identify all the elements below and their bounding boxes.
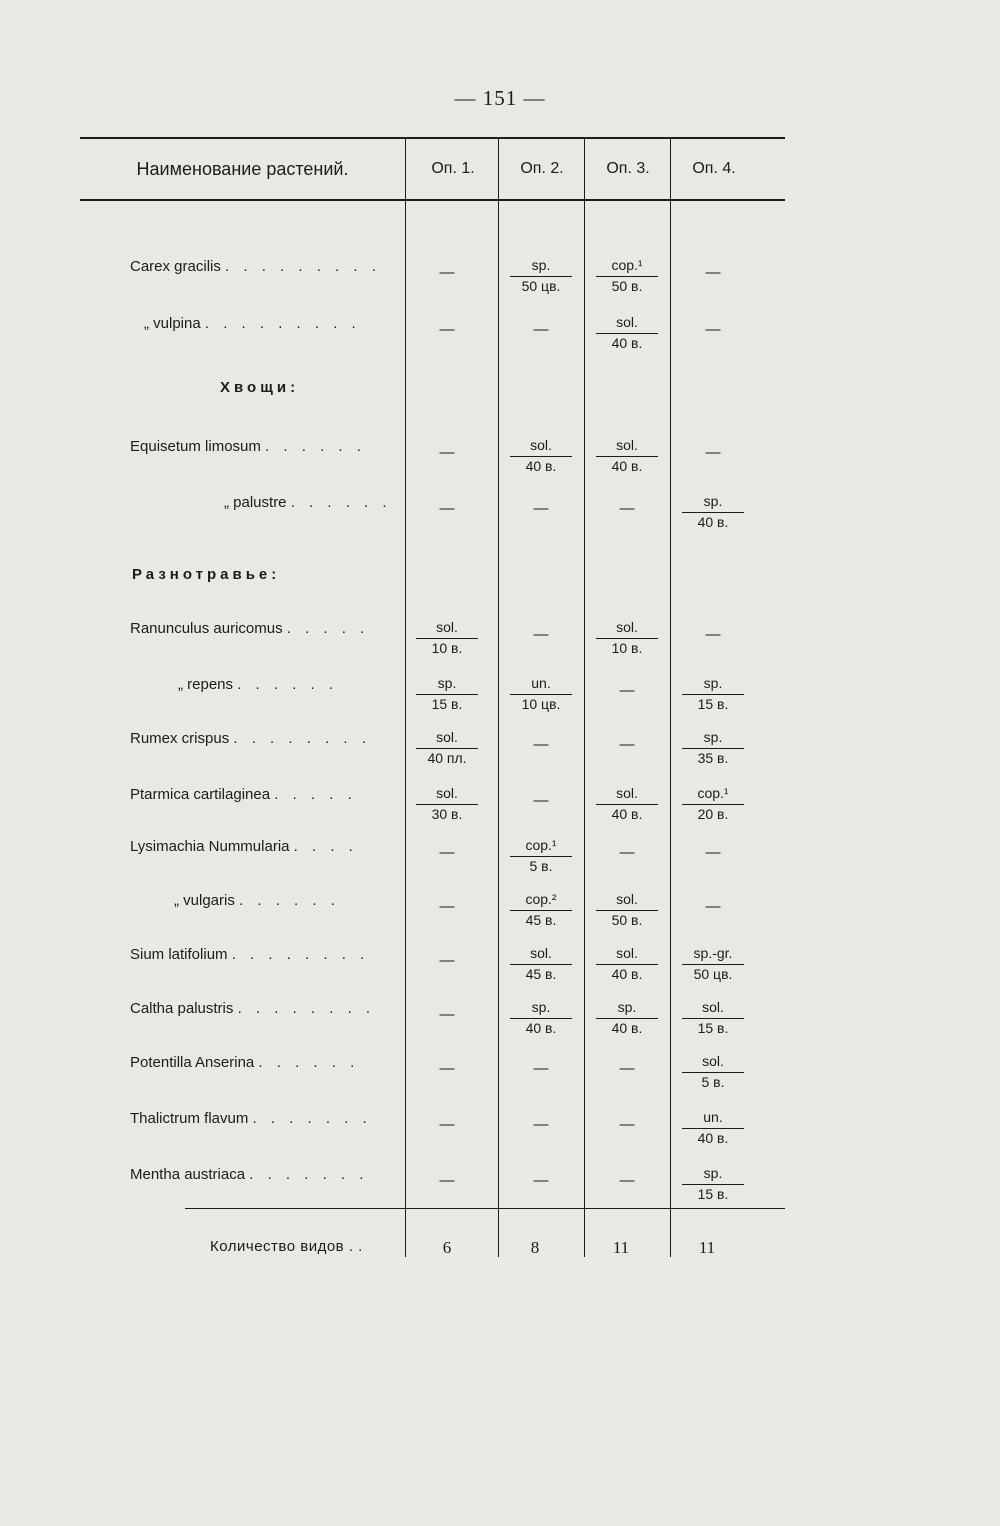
empty-cell-dash: — [619,682,635,699]
table-row [80,998,785,1048]
abundance-cell: sol. 15 в. [682,998,744,1038]
header-op2: Оп. 2. [520,160,564,177]
plant-name: „ palustre . . . . . . [224,494,392,511]
species-count-label: Количество видов . . [210,1238,363,1255]
empty-cell-dash: — [439,844,455,861]
header-op3: Оп. 3. [606,160,650,177]
empty-cell-dash: — [439,1006,455,1023]
table-row [80,492,785,542]
empty-cell-dash: — [533,626,549,643]
header-op1: Оп. 1. [431,160,475,177]
table-row [80,728,785,778]
abundance-cell: un. 40 в. [682,1108,744,1148]
empty-cell-dash: — [705,444,721,461]
empty-cell-dash: — [619,1060,635,1077]
empty-cell-dash: — [439,952,455,969]
table-row [80,674,785,724]
empty-cell-dash: — [619,736,635,753]
abundance-cell: sp. 40 в. [510,998,572,1038]
abundance-cell: sp. 40 в. [596,998,658,1038]
abundance-cell: sol. 40 в. [596,436,658,476]
species-count-op4: 11 [698,1238,716,1257]
abundance-cell: sol. 40 в. [596,944,658,984]
abundance-cell: sol. 40 в. [596,784,658,824]
abundance-cell: un. 10 цв. [510,674,572,714]
empty-cell-dash: — [439,264,455,281]
table-row [80,1164,785,1214]
table-row [80,618,785,668]
empty-cell-dash: — [705,898,721,915]
table-row [80,944,785,994]
empty-cell-dash: — [533,1116,549,1133]
plant-name: Lysimachia Nummularia . . . . [130,838,358,855]
empty-cell-dash: — [533,321,549,338]
table-row [80,1108,785,1158]
empty-cell-dash: — [705,844,721,861]
abundance-cell: sol. 50 в. [596,890,658,930]
abundance-cell: sp. 40 в. [682,492,744,532]
empty-cell-dash: — [533,792,549,809]
empty-cell-dash: — [705,626,721,643]
empty-cell-dash: — [439,898,455,915]
plant-name: Carex gracilis . . . . . . . . . [130,258,381,275]
empty-cell-dash: — [619,844,635,861]
abundance-cell: cop.² 45 в. [510,890,572,930]
table-row [80,313,785,363]
abundance-cell: sp. 50 цв. [510,256,572,296]
page-number: — 151 — [454,86,546,110]
header-plant-name: Наименование растений. [136,159,349,179]
species-count-op2: 8 [530,1238,540,1257]
abundance-cell: sol. 30 в. [416,784,478,824]
empty-cell-dash: — [533,1060,549,1077]
plant-name: Mentha austriaca . . . . . . . [130,1166,369,1183]
table-row [80,436,785,486]
abundance-cell: sol. 40 пл. [416,728,478,768]
empty-cell-dash: — [439,321,455,338]
plant-name: „ repens . . . . . . [178,676,339,693]
abundance-cell: sp. 15 в. [682,674,744,714]
plant-name: Thalictrum flavum . . . . . . . [130,1110,372,1127]
abundance-cell: sol. 40 в. [596,313,658,353]
species-count-op1: 6 [442,1238,452,1257]
header-op4: Оп. 4. [692,160,736,177]
empty-cell-dash: — [533,500,549,517]
plant-name: Potentilla Anserina . . . . . . [130,1054,360,1071]
abundance-cell: sol. 10 в. [416,618,478,658]
abundance-cell: cop.¹ 50 в. [596,256,658,296]
plant-name: Ptarmica cartilaginea . . . . . [130,786,357,803]
abundance-cell: sol. 40 в. [510,436,572,476]
empty-cell-dash: — [439,1060,455,1077]
empty-cell-dash: — [619,1116,635,1133]
abundance-cell: sp. 15 в. [682,1164,744,1204]
abundance-cell: sp.-gr. 50 цв. [682,944,744,984]
plant-name: Ranunculus auricomus . . . . . [130,620,370,637]
plant-name: Caltha palustris . . . . . . . . [130,1000,376,1017]
species-count-op3: 11 [612,1238,630,1257]
table-row [80,836,785,886]
plant-name: „ vulpina . . . . . . . . . [144,315,361,332]
abundance-cell: cop.¹ 5 в. [510,836,572,876]
empty-cell-dash: — [439,500,455,517]
abundance-cell: sol. 10 в. [596,618,658,658]
empty-cell-dash: — [439,1172,455,1189]
top-rule [80,137,785,139]
empty-cell-dash: — [439,444,455,461]
table-row [80,784,785,834]
plant-name: Rumex crispus . . . . . . . . [130,730,371,747]
abundance-cell: cop.¹ 20 в. [682,784,744,824]
header-rule [80,199,785,201]
abundance-cell: sp. 15 в. [416,674,478,714]
empty-cell-dash: — [705,264,721,281]
plant-name: Sium latifolium . . . . . . . . [130,946,370,963]
section-horsetails: Хвощи: [220,379,300,396]
abundance-cell: sol. 5 в. [682,1052,744,1092]
empty-cell-dash: — [705,321,721,338]
table-row [80,256,785,306]
section-forbs: Разнотравье: [132,566,281,583]
empty-cell-dash: — [533,736,549,753]
table-row [80,1052,785,1102]
empty-cell-dash: — [619,1172,635,1189]
empty-cell-dash: — [619,500,635,517]
plant-name: Equisetum limosum . . . . . . [130,438,366,455]
empty-cell-dash: — [439,1116,455,1133]
table-row [80,890,785,940]
empty-cell-dash: — [533,1172,549,1189]
plant-name: „ vulgaris . . . . . . [174,892,340,909]
abundance-cell: sol. 45 в. [510,944,572,984]
abundance-cell: sp. 35 в. [682,728,744,768]
